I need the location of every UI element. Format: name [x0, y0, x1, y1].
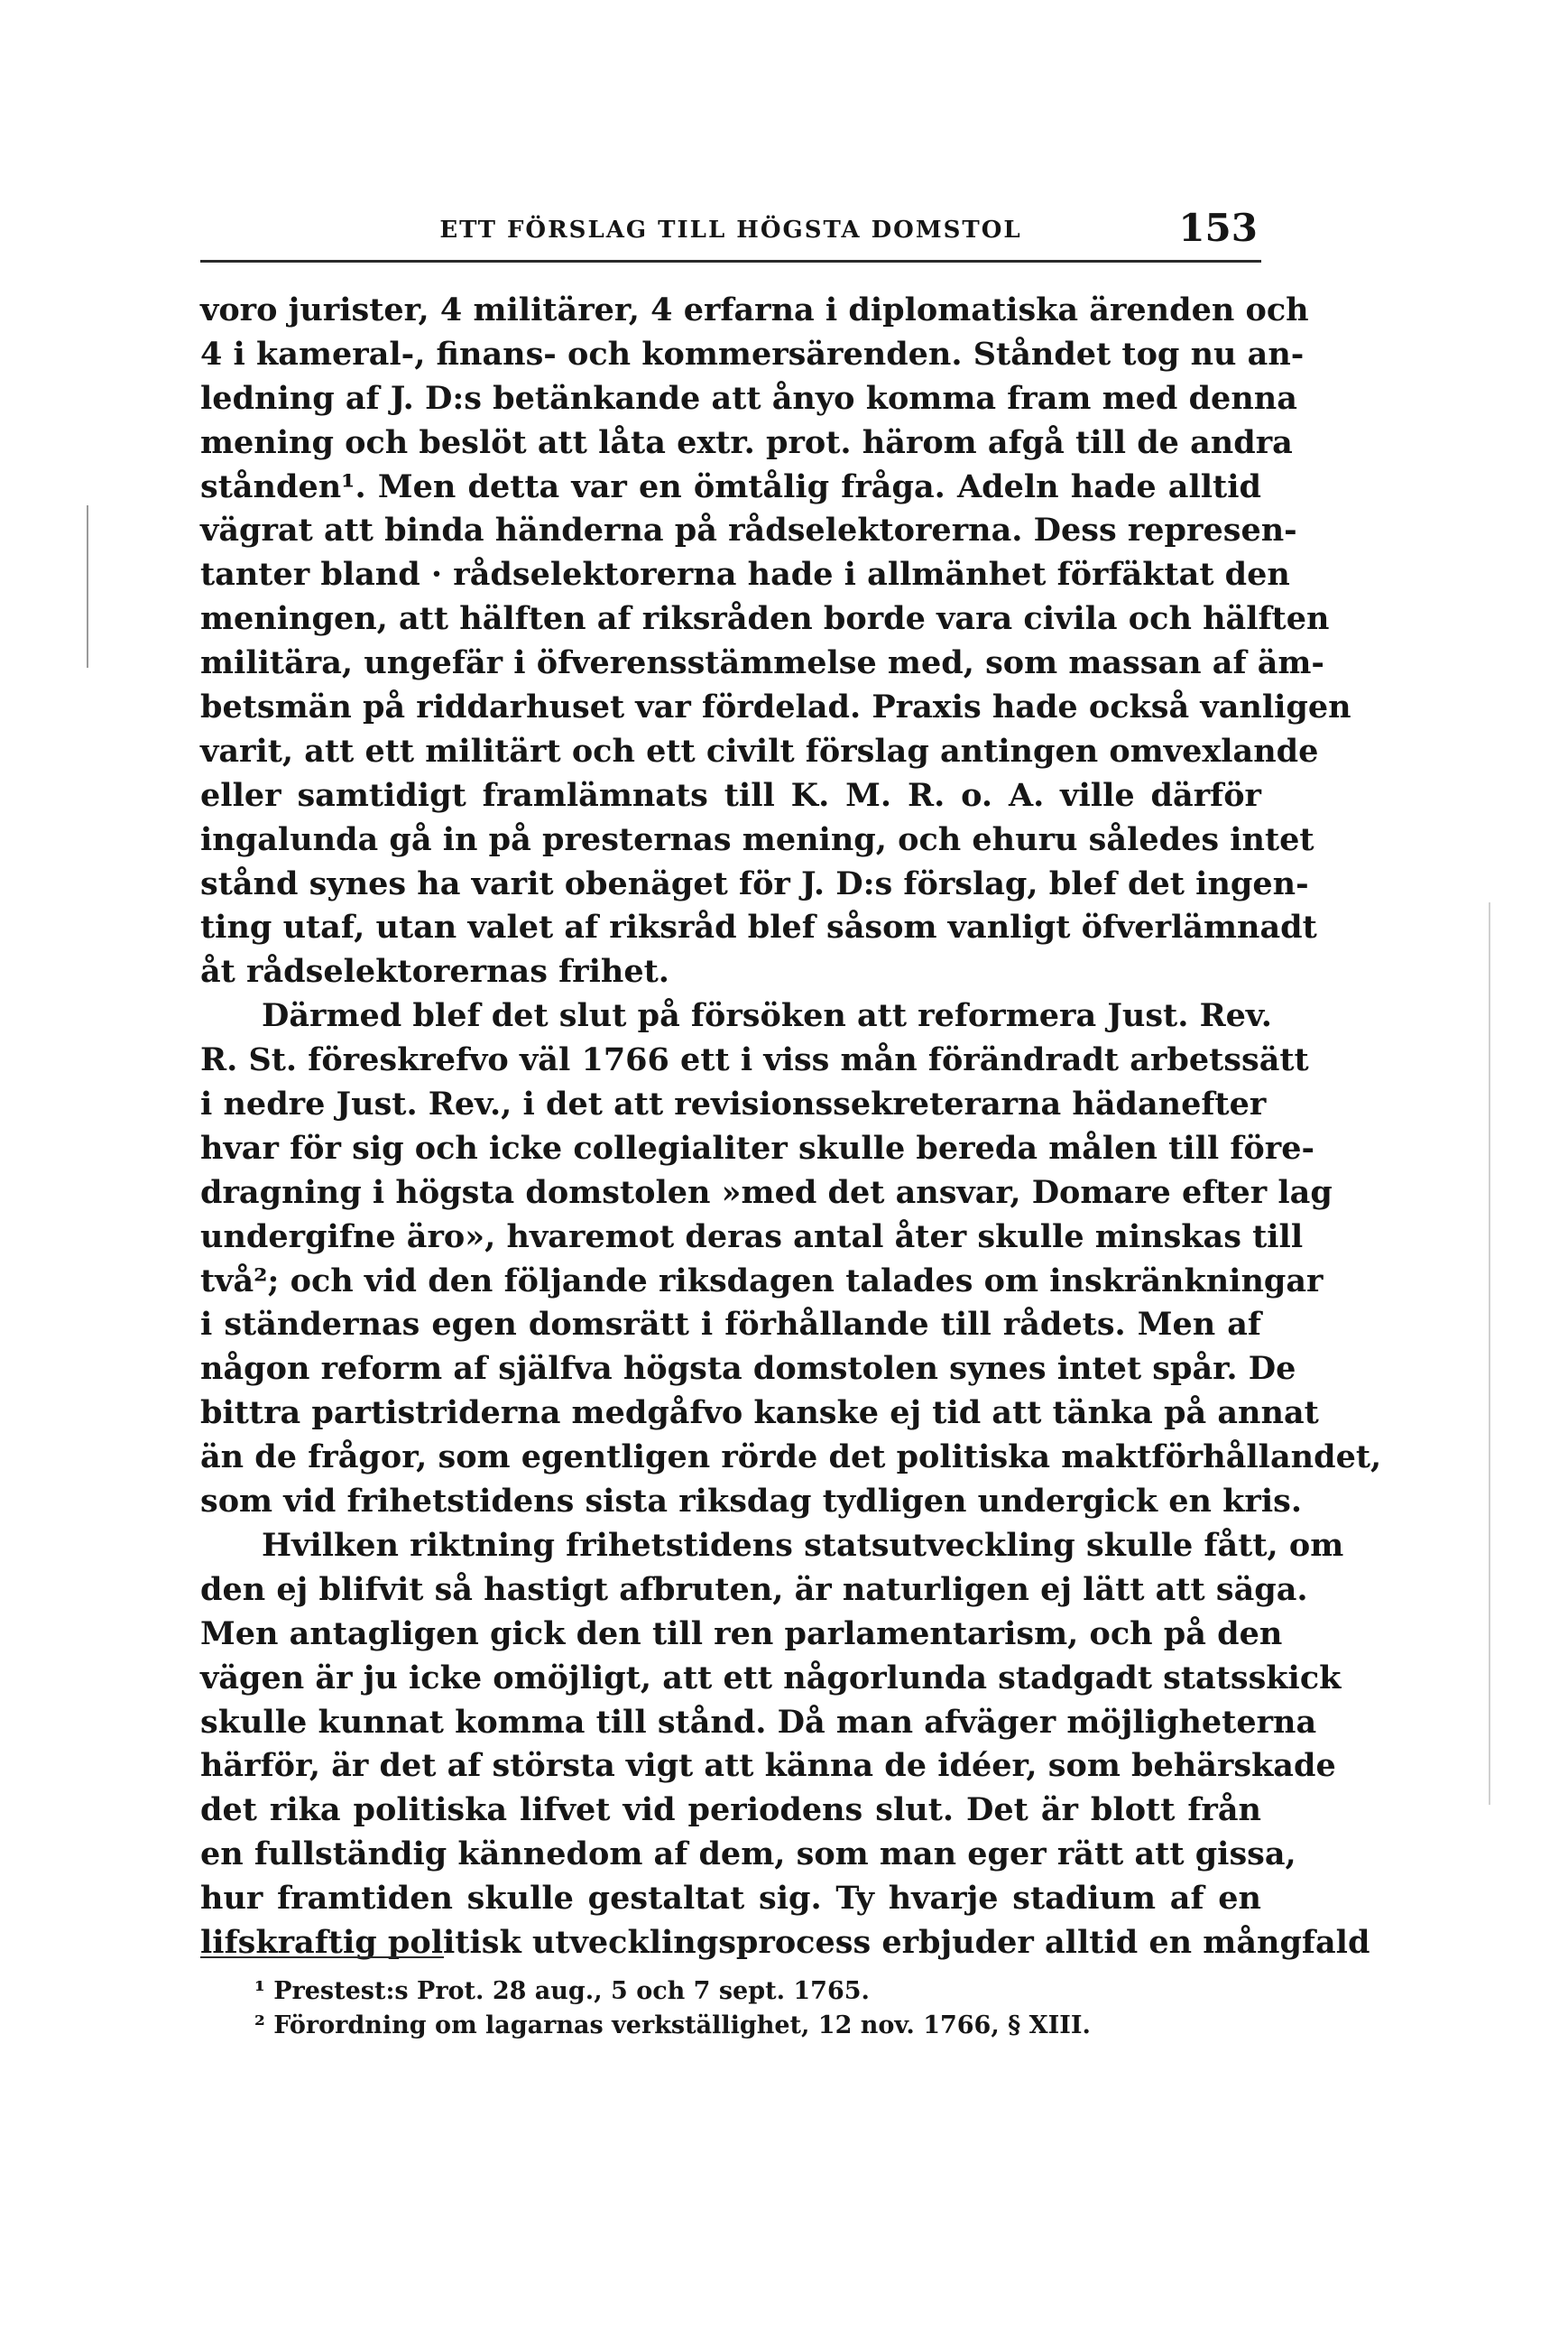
footnote: ² Förordning om lagarnas verkställighet, 12 nov. 1766, § XIII. — [254, 2011, 1091, 2039]
text-line: ingalunda gå in på presternas mening, och ehuru således intet — [200, 820, 1314, 858]
page-header — [200, 206, 1261, 263]
text-line: hur framtiden skulle gestaltat sig. Ty hvarje stadium af en — [200, 1880, 1261, 1918]
text-line: Hvilken riktning frihetstidens statsutveckling skulle fått, om — [262, 1526, 1344, 1564]
margin-mark — [1489, 902, 1490, 1805]
text-line: ting utaf, utan valet af riksråd blef såsom vanligt öfverlämnadt — [200, 909, 1317, 947]
text-line: vägen är ju icke omöjligt, att ett någorlunda stadgadt statsskick — [200, 1659, 1342, 1696]
footnotes — [254, 1974, 1247, 2043]
text-line: en fullständig kännedom af dem, som man eger rätt att gissa, — [200, 1835, 1296, 1873]
text-line: två²; och vid den följande riksdagen talades om inskränkningar — [200, 1262, 1324, 1299]
text-line: mening och beslöt att låta extr. prot. härom afgå till de andra — [200, 423, 1293, 461]
text-line: som vid frihetstidens sista riksdag tydligen undergick en kris. — [200, 1483, 1303, 1521]
footnote-separator — [200, 1956, 444, 1958]
text-line: härför, är det af största vigt att känna de idéer, som behärskade — [200, 1747, 1336, 1785]
text-line: i ständernas egen domsrätt i förhållande till rådets. Men af — [200, 1306, 1261, 1344]
text-line: den ej blifvit så hastigt afbruten, är naturligen ej lätt att säga. — [200, 1570, 1308, 1608]
text-line: ledning af J. D:s betänkande att ånyo komma fram med denna — [200, 379, 1297, 417]
text-line: någon reform af själfva högsta domstolen synes intet spår. De — [200, 1350, 1296, 1388]
text-line: varit, att ett militärt och ett civilt förslag antingen omvexlande — [200, 732, 1319, 770]
text-line: Därmed blef det slut på försöken att reformera Just. Rev. — [262, 997, 1272, 1035]
text-line: hvar för sig och icke collegialiter skulle bereda målen till före- — [200, 1129, 1314, 1167]
text-line: åt rådselektorernas frihet. — [200, 953, 669, 991]
text-line: än de frågor, som egentligen rörde det politiska maktförhållandet, — [200, 1438, 1382, 1476]
text-line: det rika politiska lifvet vid periodens slut. Det är blott från — [200, 1791, 1261, 1829]
text-line: vägrat att binda händerna på rådselektorerna. Dess represen- — [200, 512, 1297, 550]
margin-mark — [87, 505, 88, 668]
text-line: undergifne äro», hvaremot deras antal åter skulle minskas till — [200, 1217, 1304, 1255]
text-line: i nedre Just. Rev., i det att revisionssekreterarna hädanefter — [200, 1086, 1267, 1123]
text-line: R. St. föreskrefvo väl 1766 ett i viss mån förändradt arbetssätt — [200, 1041, 1309, 1079]
text-line: stånden¹. Men detta var en ömtålig fråga. Adeln hade alltid — [200, 467, 1261, 505]
text-line: Men antagligen gick den till ren parlamentarism, och på den — [200, 1614, 1283, 1652]
text-line: 4 i kameral-, finans- och kommersärenden. Ståndet tog nu an- — [200, 335, 1305, 373]
text-line: tanter bland · rådselektorerna hade i allmänhet förfäktat den — [200, 556, 1290, 594]
text-line: stånd synes ha varit obenäget för J. D:s förslag, blef det ingen- — [200, 864, 1309, 902]
text-line: betsmän på riddarhuset var fördelad. Praxis hade också vanligen — [200, 689, 1351, 726]
text-line: skulle kunnat komma till stånd. Då man afväger möjligheterna — [200, 1703, 1317, 1741]
running-title: ETT FÖRSLAG TILL HÖGSTA DOMSTOL — [439, 217, 1022, 244]
text-line: meningen, att hälften af riksråden borde vara civila och hälften — [200, 600, 1330, 638]
text-line: bittra partistriderna medgåfvo kanske ej tid att tänka på annat — [200, 1394, 1319, 1432]
text-line: dragning i högsta domstolen »med det ansvar, Domare efter lag — [200, 1173, 1333, 1211]
body-text — [200, 289, 1382, 1965]
text-line: voro jurister, 4 militärer, 4 erfarna i diplomatiska ärenden och — [200, 291, 1309, 328]
page-number: 153 — [1178, 206, 1258, 250]
text-line: lifskraftig politisk utvecklingsprocess erbjuder alltid en mångfald — [200, 1923, 1370, 1961]
footnote: ¹ Prestest:s Prot. 28 aug., 5 och 7 sept. 1765. — [254, 1977, 870, 2005]
text-line: eller samtidigt framlämnats till K. M. R. o. A. ville därför — [200, 776, 1261, 814]
text-line: militära, ungefär i öfverensstämmelse med, som massan af äm- — [200, 644, 1324, 682]
